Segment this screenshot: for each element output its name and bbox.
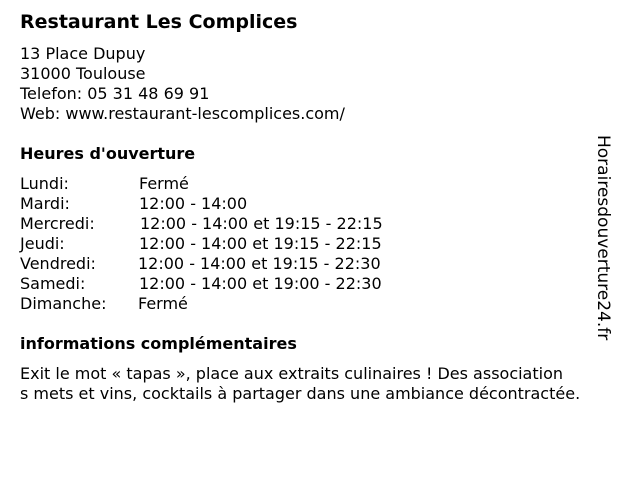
day-label: Dimanche: (20, 294, 107, 313)
day-label: Mardi: (20, 194, 70, 213)
time-value: Fermé (138, 294, 188, 313)
address-block (20, 44, 345, 124)
time-value: 12:00 - 14:00 et 19:00 - 22:30 (139, 274, 382, 293)
website-link[interactable]: Web: www.restaurant-lescomplices.com/ (20, 104, 345, 123)
day-label: Vendredi: (20, 254, 96, 273)
info-line-2: s mets et vins, cocktails à partager dans une ambiance décontractée. (20, 384, 581, 403)
site-watermark: Horairesdouverture24.fr (593, 135, 613, 341)
info-description (20, 364, 630, 404)
city-postcode: 31000 Toulouse (20, 64, 146, 83)
time-value: 12:00 - 14:00 et 19:15 - 22:15 (140, 214, 383, 233)
time-value: 12:00 - 14:00 (139, 194, 248, 213)
street-address: 13 Place Dupuy (20, 44, 146, 63)
time-value: Fermé (139, 174, 189, 193)
phone-number: Telefon: 05 31 48 69 91 (20, 84, 210, 103)
restaurant-name: Restaurant Les Complices (20, 11, 298, 33)
time-value: 12:00 - 14:00 et 19:15 - 22:15 (139, 234, 382, 253)
info-line-1: Exit le mot « tapas », place aux extraits culinaires ! Des association (20, 364, 564, 383)
day-label: Lundi: (20, 174, 69, 193)
hours-heading: Heures d'ouverture (20, 144, 196, 163)
day-label: Jeudi: (20, 234, 65, 253)
info-heading: informations complémentaires (20, 334, 297, 353)
day-label: Mercredi: (20, 214, 95, 233)
day-label: Samedi: (20, 274, 86, 293)
time-value: 12:00 - 14:00 et 19:15 - 22:30 (138, 254, 381, 273)
